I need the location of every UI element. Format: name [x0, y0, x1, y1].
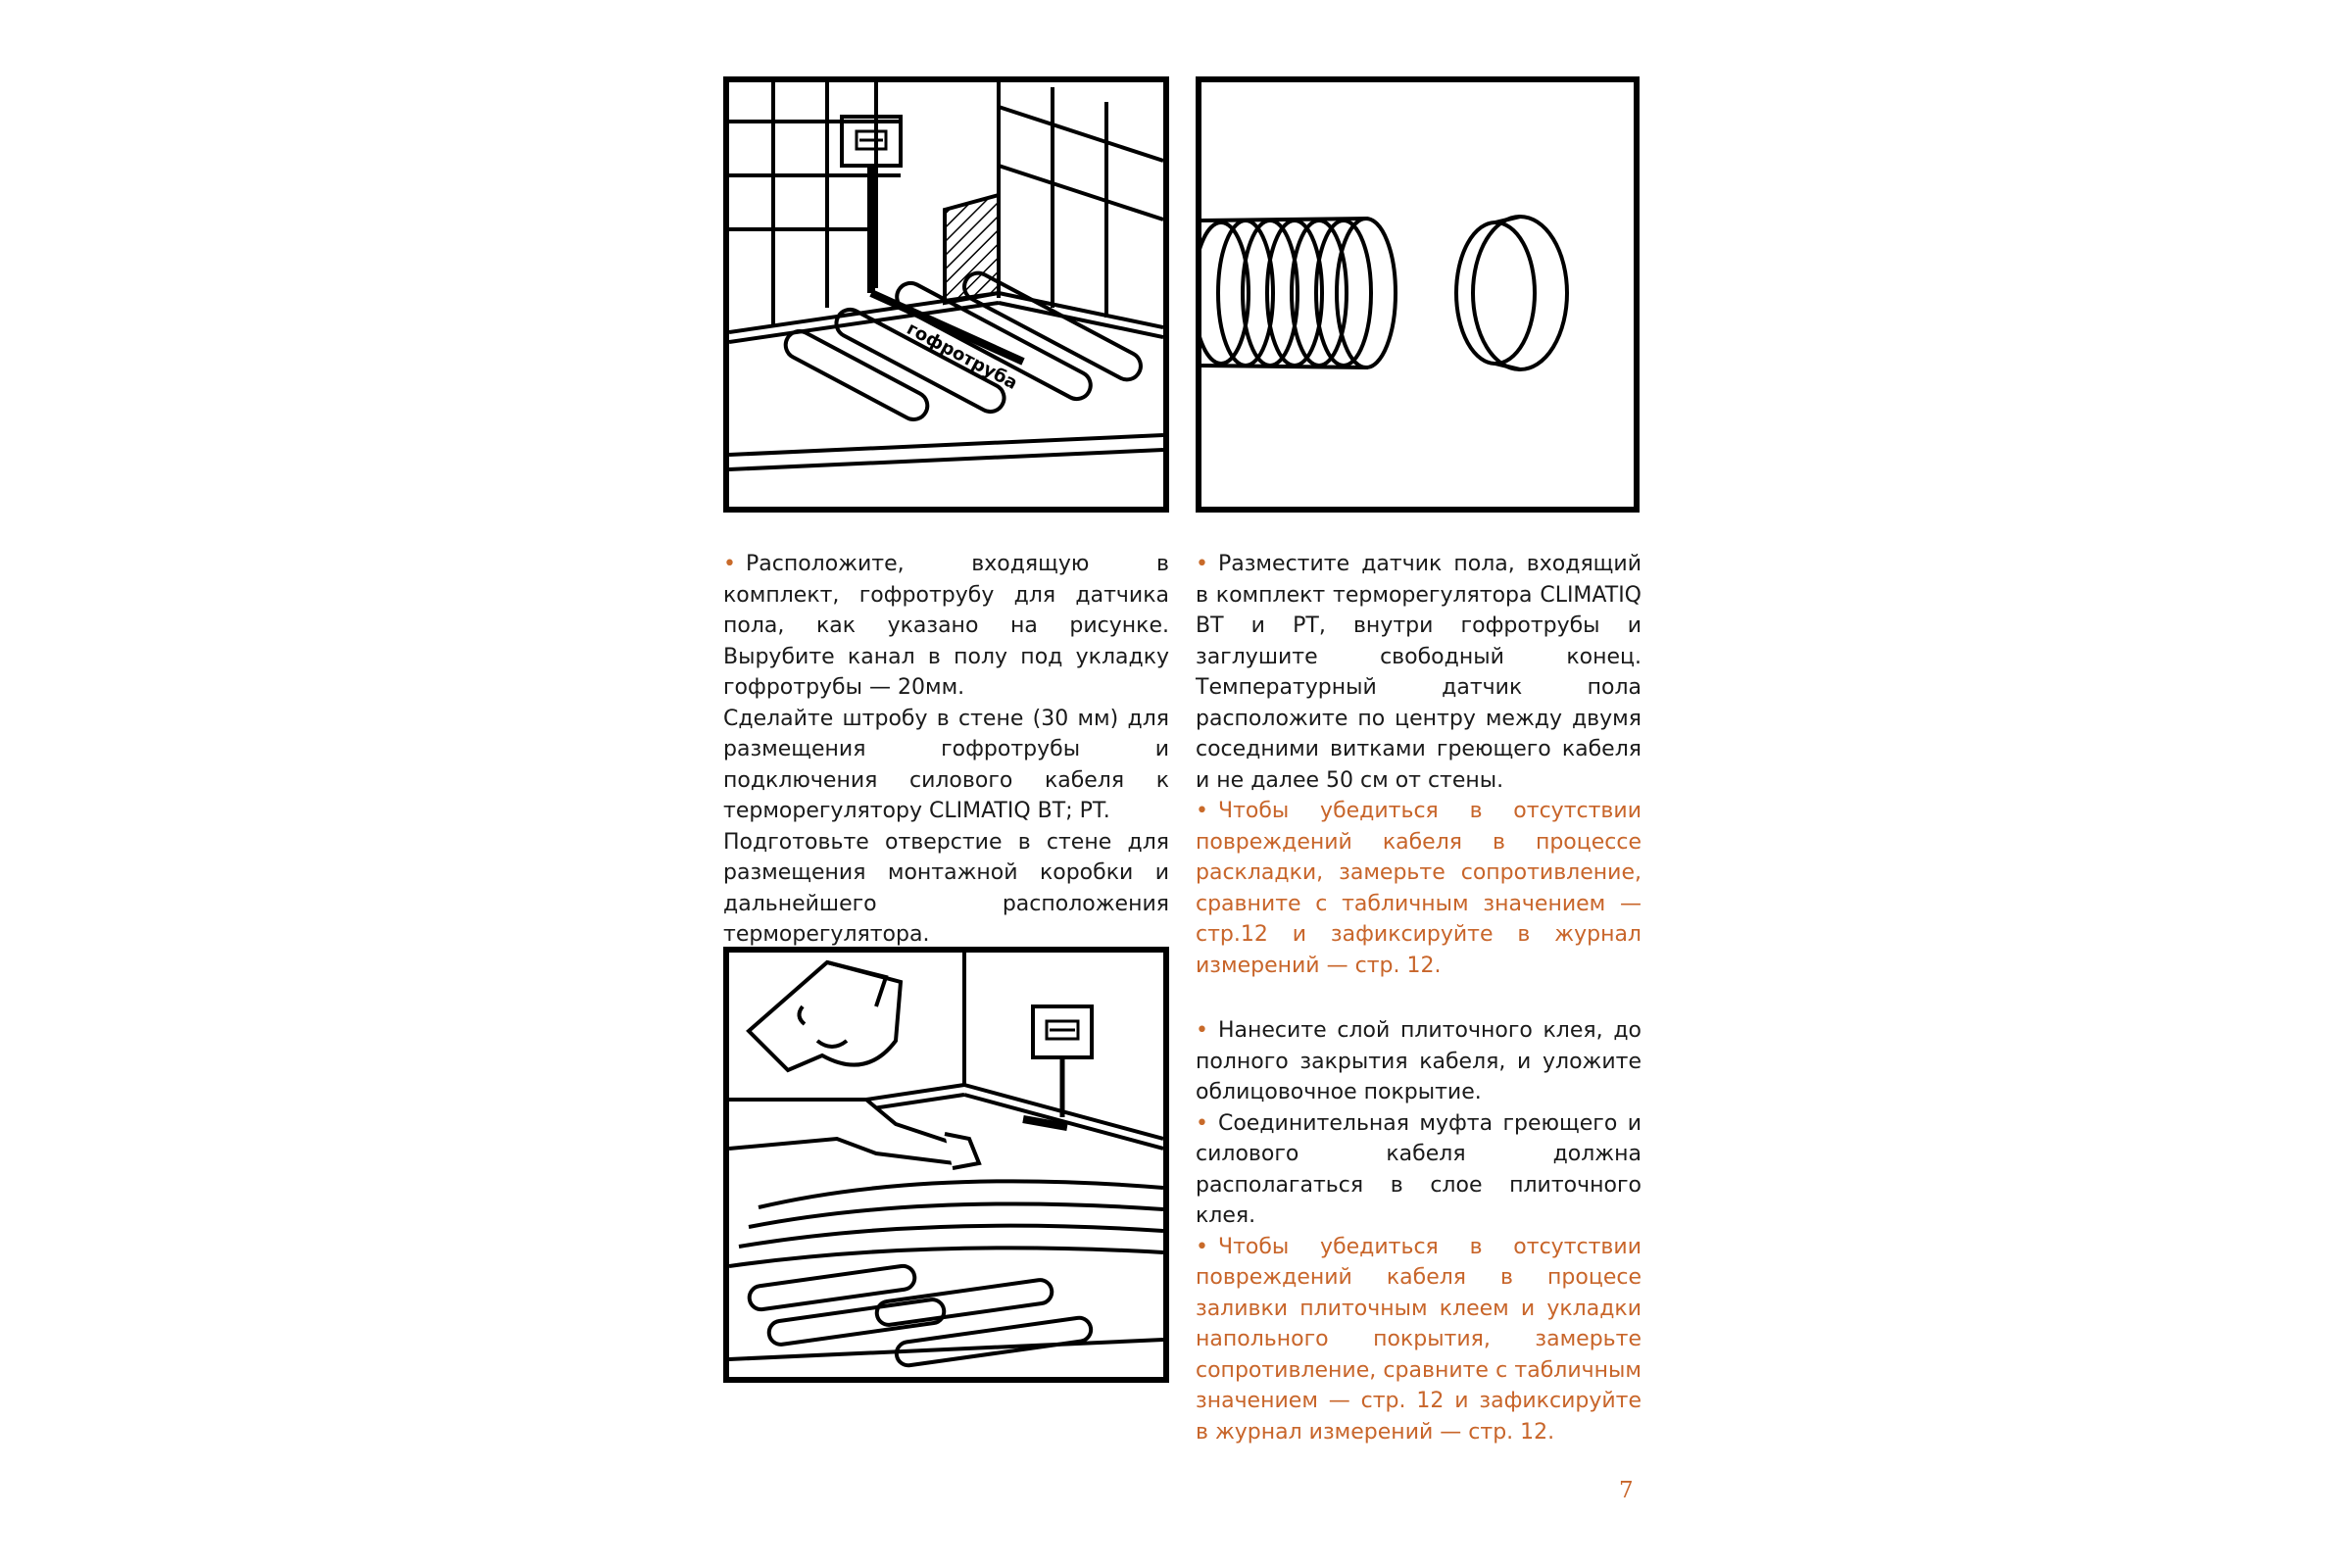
paragraph: [1196, 549, 1642, 796]
page-number: 7: [1619, 1478, 1634, 1503]
illustration-tiling: [723, 947, 1169, 1383]
bullet-marker: •: [1196, 799, 1208, 823]
paragraph-text: Расположите, входящую в комплект, гофротрубу для датчика пола, как указано на рисунке. Вырубите канал в полу под укладку гофротрубы — 20мм.: [723, 552, 1169, 700]
bullet-marker: •: [1196, 552, 1208, 576]
text-section-sensor: [1196, 549, 1642, 981]
paragraph: [723, 704, 1169, 827]
bullet-marker: •: [723, 552, 736, 576]
note-text: Чтобы убедиться в отсутствии повреждений кабеля в процессе раскладки, замерьте сопротивление, сравните с табличным значением — стр.12 и зафиксируйте в журнал измерений — стр. 12.: [1196, 799, 1642, 978]
note-text: Чтобы убедиться в отсутствии повреждений кабеля в процесе заливки плиточным клеем и укладки напольного покрытия, замерьте сопротивление, сравните с табличным значением — стр. 12 и зафиксируйте в журнал измерений — стр. 12.: [1196, 1234, 1642, 1445]
illustration-floor-conduit: [723, 76, 1169, 513]
illustration-tube-cap: [1196, 76, 1640, 513]
bullet-marker: •: [1196, 1018, 1208, 1043]
text-section-conduit: [723, 549, 1169, 951]
paragraph-text: Нанесите слой плиточного клея, до полного закрытия кабеля, и уложите облицовочное покрытие.: [1196, 1018, 1642, 1104]
note-paragraph: [1196, 796, 1642, 981]
paragraph-text: Разместите датчик пола, входящий в комплект терморегулятора CLIMATIQ BT и PT, внутри гофротрубы и заглушите свободный конец. Температурный датчик пола расположите по центру между двумя соседними витками греющего кабеля и не далее 50 см от стены.: [1196, 552, 1642, 793]
conduit-label: гофротруба: [903, 318, 1021, 394]
paragraph-text: Подготовьте отверстие в стене для размещения монтажной коробки и дальнейшего расположения терморегулятора.: [723, 829, 1169, 947]
paragraph: [1196, 1108, 1642, 1232]
paragraph: [723, 827, 1169, 951]
paragraph: [723, 549, 1169, 704]
paragraph-text: Сделайте штробу в стене (30 мм) для размещения гофротрубы и подключения силового кабеля к терморегулятору CLIMATIQ BT; PT.: [723, 706, 1169, 823]
note-paragraph: [1196, 1232, 1642, 1448]
paragraph: [1196, 1015, 1642, 1108]
bullet-marker: •: [1196, 1234, 1208, 1259]
text-section-tiling: [1196, 1015, 1642, 1447]
paragraph-text: Соединительная муфта греющего и силового кабеля должна располагаться в слое плиточного клея.: [1196, 1110, 1642, 1228]
bullet-marker: •: [1196, 1110, 1208, 1136]
